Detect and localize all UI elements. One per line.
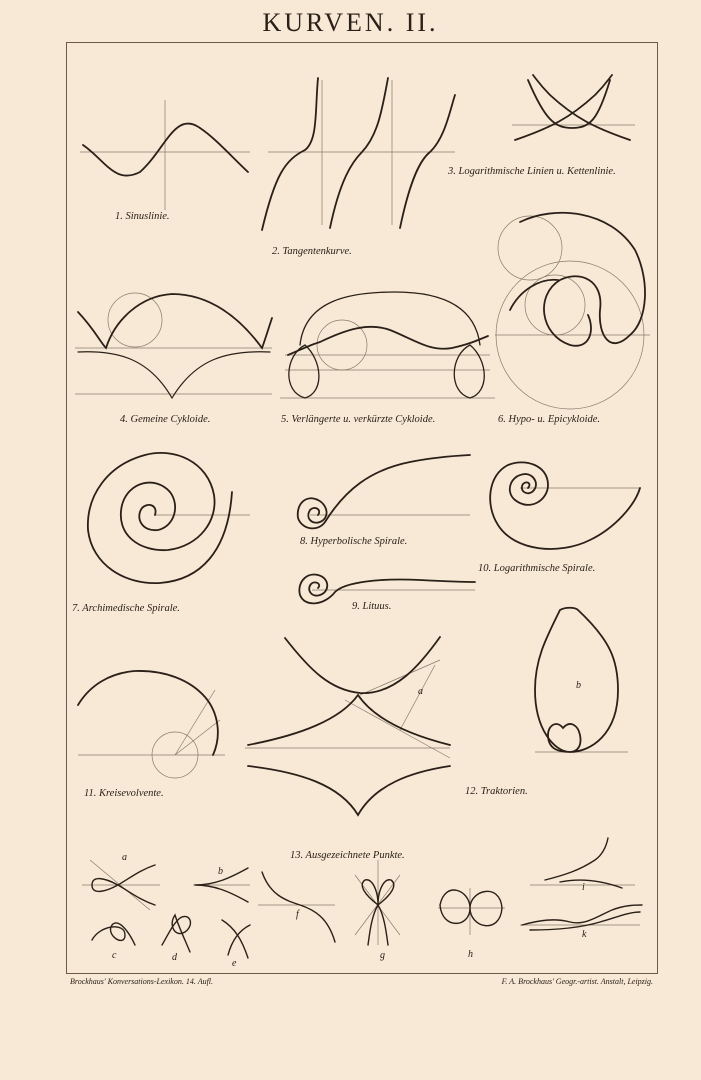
caption-13: 13. Ausgezeichnete Punkte. <box>290 850 405 861</box>
label-g: g <box>380 950 385 961</box>
tractrix-upper <box>285 637 440 693</box>
footer-left: Brockhaus' Konversations-Lexikon. 14. Aufl. <box>70 977 214 986</box>
caption-10: 10. Logarithmische Spirale. <box>478 563 596 574</box>
epicycloid <box>520 213 645 346</box>
caption-11: 11. Kreisevolvente. <box>84 788 164 799</box>
label-e: e <box>232 958 237 969</box>
archimedean-spiral <box>88 453 232 583</box>
label-a: a <box>122 852 127 863</box>
caption-4: 4. Gemeine Cykloide. <box>120 414 211 425</box>
sine-curve <box>83 123 248 175</box>
point-e <box>222 920 250 958</box>
point-c <box>92 923 135 945</box>
caption-3: 3. Logarithmische Linien u. Kettenlinie. <box>448 166 616 177</box>
label-k: k <box>582 929 587 940</box>
caption-9: 9. Lituus. <box>352 601 392 612</box>
label-b: b <box>218 866 223 877</box>
caption-8: 8. Hyperbolische Spirale. <box>300 536 408 547</box>
cycloid-lower <box>78 352 270 398</box>
caption-5: 5. Verlängerte u. verkürzte Cykloide. <box>281 414 436 425</box>
loop-right <box>454 345 484 398</box>
tangent-branch-3 <box>400 95 455 228</box>
tangent-branch-1 <box>262 78 318 230</box>
log-spiral <box>490 462 640 549</box>
tangent-branch-2 <box>330 78 388 228</box>
caption-12: 12. Traktorien. <box>465 786 528 797</box>
curves <box>78 75 645 958</box>
page-title: KURVEN. II. <box>262 8 439 37</box>
circle-involute <box>78 671 218 755</box>
point-k <box>522 905 642 930</box>
point-i <box>545 838 622 888</box>
tractrix-lower <box>248 766 450 815</box>
caption-6: 6. Hypo- u. Epicykloide. <box>498 414 601 425</box>
caption-1: 1. Sinuslinie. <box>115 211 170 222</box>
label-12-b: b <box>576 680 581 691</box>
curtate-cycloid <box>300 292 480 345</box>
label-c: c <box>112 950 117 961</box>
caption-2: 2. Tangentenkurve. <box>272 246 352 257</box>
caption-7: 7. Archimedische Spirale. <box>72 603 180 614</box>
lituus <box>299 575 475 604</box>
common-cycloid <box>78 294 272 348</box>
label-12-a: a <box>418 686 423 697</box>
point-f <box>262 872 335 942</box>
label-f: f <box>296 909 299 920</box>
catenary <box>528 80 610 128</box>
footer-right: F. A. Brockhaus' Geogr.-artist. Anstalt, Leipzig. <box>501 977 653 986</box>
hypocycloid <box>510 280 558 310</box>
label-d: d <box>172 952 177 963</box>
label-i: i <box>582 882 585 893</box>
hyperbolic-spiral <box>298 455 470 528</box>
point-d <box>162 915 190 952</box>
label-h: h <box>468 949 473 960</box>
guide-lines <box>75 80 650 945</box>
